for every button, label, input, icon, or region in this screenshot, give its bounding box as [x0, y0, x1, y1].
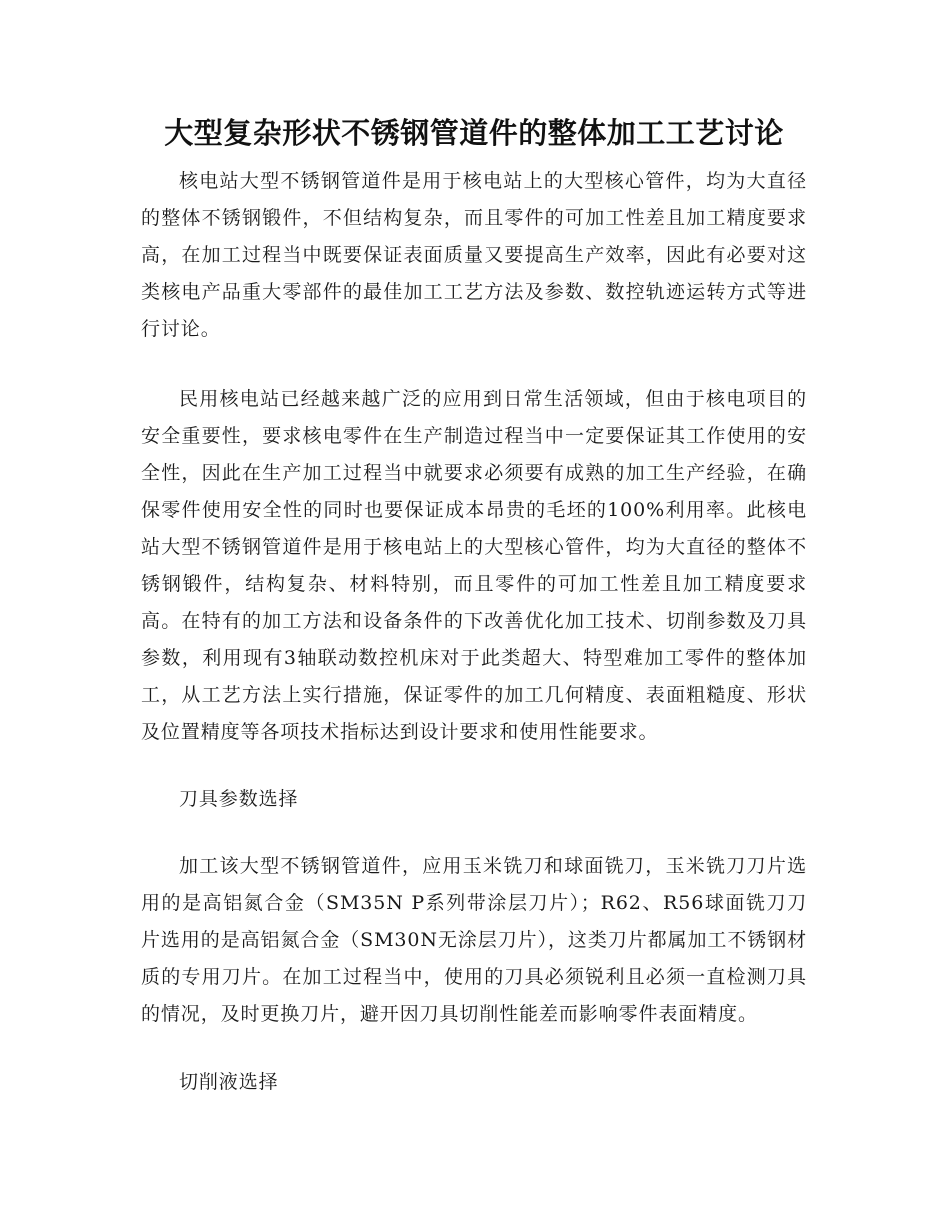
paragraph-intro: 核电站大型不锈钢管道件是用于核电站上的大型核心管件，均为大直径的整体不锈钢锻件，不但结构复杂，而且零件的可加工性差且加工精度要求高，在加工过程当中既要保证表面质量又要提高生产效率，因此有必要对这类核电产品重大零部件的最佳加工工艺方法及参数、数控轨迹运转方式等进行讨论。 [141, 170, 807, 340]
document-title: 大型复杂形状不锈钢管道件的整体加工工艺讨论 [164, 116, 784, 150]
section-heading-cutting-fluid: 切削液选择 [179, 1071, 279, 1093]
paragraph-tool-parameters: 加工该大型不锈钢管道件，应用玉米铣刀和球面铣刀，玉米铣刀刀片选用的是高铝氮合金（SM35N P系列带涂层刀片）；R62、R56球面铣刀刀片选用的是高铝氮合金（SM30N无涂层刀片），这类刀片都属加工不锈钢材质的专用刀片。在加工过程当中，使用的刀具必须锐利且必须一直检测刀具的情况，及时更换刀片，避开因刀具切削性能差而影响零件表面精度。 [141, 855, 807, 1025]
document-page [141, 112, 807, 1101]
section-heading-tool-parameters: 刀具参数选择 [179, 788, 299, 810]
paragraph-background: 民用核电站已经越来越广泛的应用到日常生活领域，但由于核电项目的安全重要性，要求核电零件在生产制造过程当中一定要保证其工作使用的安全性，因此在生产加工过程当中就要求必须要有成熟的加工生产经验，在确保零件使用安全性的同时也要保证成本昂贵的毛坯的100%利用率。此核电站大型不锈钢管道件是用于核电站上的大型核心管件，均为大直径的整体不锈钢锻件，结构复杂、材料特别，而且零件的可加工性差且加工精度要求高。在特有的加工方法和设备条件的下改善优化加工技术、切削参数及刀具参数，利用现有3轴联动数控机床对于此类超大、特型难加工零件的整体加工，从工艺方法上实行措施，保证零件的加工几何精度、表面粗糙度、形状及位置精度等各项技术指标达到设计要求和使用性能要求。 [141, 388, 807, 743]
